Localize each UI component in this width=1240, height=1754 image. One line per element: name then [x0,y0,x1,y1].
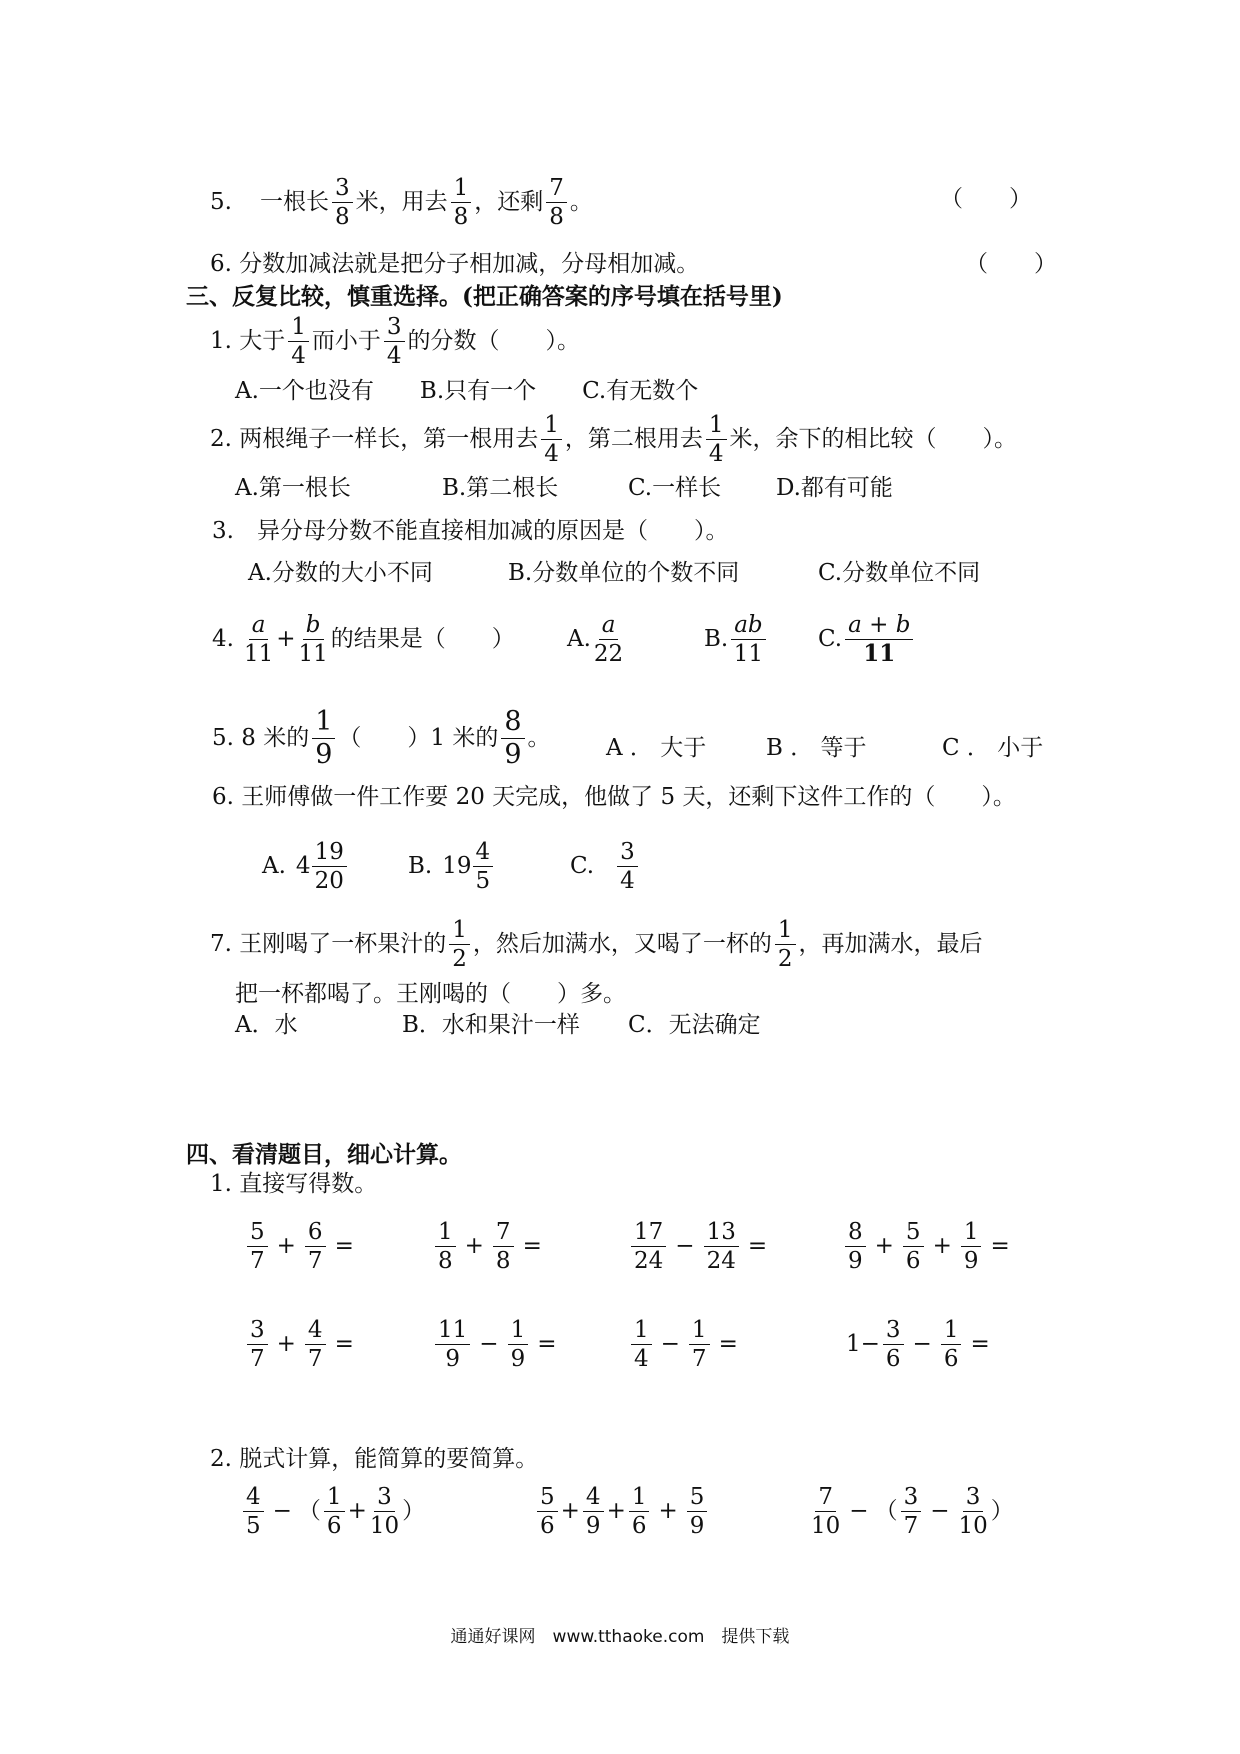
calc-expression [534,1485,710,1538]
choice-q4 [212,613,515,666]
fraction: 1 4 [288,315,309,368]
mixed-number: 19 4 5 [442,840,496,893]
fraction: $\frac{4}{9}$ [583,1485,604,1538]
choice-q6: 6. 王师傅做一件工作要 20 天完成，他做了 5 天，还剩下这件工作的（ ）。 [212,784,1016,810]
operator: − [660,1331,680,1358]
choice-q4-option-a [567,613,626,666]
choice-q3-option-b: B.分数单位的个数不同 [508,560,740,586]
fraction: a 22 [593,612,624,668]
judge-q6: 6. 分数加减法就是把分子相加减，分母相加减。 [210,251,700,277]
choice-q6-option-c [570,840,641,893]
calc-expression [240,1485,425,1538]
text: 米，余下的相比较（ ）。 [729,426,1018,453]
text: 。 [527,725,551,752]
fraction: 3 8 [332,176,353,229]
calc-expression [808,1485,1014,1538]
choice-q4-option-c [818,613,916,666]
equals: = [718,1331,738,1358]
calc-item [846,1318,996,1371]
choice-q5-option-c: C ． 小于 [942,735,1044,761]
operator: + [464,1233,484,1260]
text: 5. 8 米的 [212,725,310,752]
fraction: 11 9 [435,1318,470,1371]
operator: + [276,1233,296,1260]
fraction: 8 9 [845,1220,866,1273]
equals: = [990,1233,1010,1260]
choice-q7-option-c: C．无法确定 [628,1012,761,1038]
operator: − [849,1498,869,1525]
fraction: $\frac{1}{9}$ [961,1220,982,1273]
fraction: 5 7 [247,1220,268,1273]
operator: + [560,1498,580,1525]
fraction: 3 4 [617,840,638,893]
section-3-title: 三、反复比较，慎重选择。(把正确答案的序号填在括号里) [186,283,783,310]
choice-q3: 3. 异分母分数不能直接相加减的原因是（ ）。 [212,518,729,544]
text: ，再加满水，最后 [798,931,983,958]
plus-sign: + [276,626,296,653]
fraction: 8 9 [501,708,524,770]
text: 2. 两根绳子一样长，第一根用去 [210,426,539,453]
fraction: 3 7 [901,1485,922,1538]
answer-paren[interactable]: （ ） [965,251,1057,277]
fraction: 7 8 [546,176,567,229]
choice-q1 [210,315,580,368]
section-4-title: 四、看清题目，细心计算。 [186,1141,462,1168]
operator: − [912,1331,932,1358]
option-label: B. [704,626,729,653]
fraction: $\frac{6}{7}$ [305,1220,326,1273]
fraction: $\frac{1}{7}$ [689,1318,710,1371]
equals: = [334,1233,354,1260]
text: 而小于 [311,328,381,355]
choice-q5 [212,708,551,770]
fraction: $\frac{1}{6}$ [629,1485,650,1538]
fraction: $\frac{3}{10}$ [369,1484,400,1540]
operator: − [930,1498,950,1525]
text: 米，用去 [355,189,448,216]
q-number: 4. [212,626,234,653]
fraction: $\frac{13}{24}$ [704,1220,739,1273]
fraction: 4 5 [473,840,494,893]
choice-q7-line2: 把一杯都喝了。王刚喝的（ ）多。 [235,981,626,1007]
section-4-sub1: 1. 直接写得数。 [210,1171,378,1197]
equals: = [537,1331,557,1358]
calc-item [628,1318,744,1371]
text: 1− [846,1331,880,1358]
choice-q7-option-a: A．水 [235,1012,298,1038]
calc-item [244,1220,360,1273]
choice-q1-options: A.一个也没有 B.只有一个 C.有无数个 [235,378,699,404]
text: 的分数（ ）。 [407,328,581,355]
section-4-sub2: 2. 脱式计算，能简算的要简算。 [210,1446,539,1472]
fraction: 3 4 [384,315,405,368]
operator: − [272,1498,292,1525]
fraction: 19 20 [312,840,347,893]
option-label: A. [262,853,286,880]
option-label: C. [818,626,843,653]
choice-q3-option-c: C.分数单位不同 [818,560,981,586]
fraction: $\frac{1}{9}$ [508,1318,529,1371]
fraction: 3 7 [247,1318,268,1371]
paren: ） [402,1498,426,1525]
operator: + [932,1233,952,1260]
footer: 通通好课网 www.tthaoke.com 提供下载 [450,1627,790,1647]
fraction: 1 6 [324,1485,345,1538]
q-number: 5. [210,189,232,216]
option-label: B. [408,853,433,880]
answer-paren[interactable]: （ ） [940,186,1032,212]
paren: （ [874,1498,898,1525]
choice-q2-option-c: C.一样长 [628,475,722,501]
choice-q2-option-a: A.第一根长 [235,475,351,501]
option-label: C. [570,853,595,880]
fraction: 4 5 [243,1485,264,1538]
fraction: $\frac{b}{11}$ [298,612,328,668]
choice-q5-option-a: A ． 大于 [606,735,707,761]
operator: + [276,1331,296,1358]
text: 的结果是（ ） [330,626,515,653]
text: （ ）1 米的 [338,725,499,752]
calc-item [628,1220,773,1273]
calc-item [842,1220,1016,1273]
choice-q5-option-b: B ． 等于 [766,735,867,761]
fraction: 1 2 [449,918,470,971]
text: ，还剩 [474,189,544,216]
fraction: 1 4 [541,413,562,466]
fraction: $\frac{7}{8}$ [493,1220,514,1273]
calc-item [432,1318,562,1371]
text: 。 [569,189,593,216]
fraction: 1 8 [451,176,472,229]
fraction: 1 4 [706,413,727,466]
equals: = [970,1331,990,1358]
operator: + [347,1498,367,1525]
fraction: 1 2 [775,918,796,971]
fraction: $\frac{3}{10}$ [958,1484,988,1540]
choice-q2 [210,413,1017,466]
text: 7. 王刚喝了一杯果汁的 [210,931,447,958]
fraction: 1 4 [631,1318,652,1371]
fraction: 7 10 [811,1484,841,1540]
fraction: a 11 [243,612,274,668]
fraction: $\frac{3}{6}$ [883,1318,904,1371]
operator: − [479,1331,499,1358]
choice-q6-option-a [262,840,350,893]
choice-q2-option-b: B.第二根长 [442,475,559,501]
fraction: 1 8 [435,1220,456,1273]
fraction: 5 6 [537,1485,558,1538]
operator: + [658,1498,678,1525]
text: ，第二根用去 [564,426,703,453]
text: 一根长 [259,189,329,216]
choice-q3-option-a: A.分数的大小不同 [248,560,433,586]
paren: ） [990,1498,1014,1525]
fraction: 17 24 [631,1220,666,1273]
fraction: 1 9 [312,708,335,770]
paren: （ [297,1498,321,1525]
calc-item [244,1318,360,1371]
equals: = [747,1233,768,1260]
choice-q6-option-b [408,840,496,893]
calc-item [432,1220,548,1273]
operator: + [874,1233,894,1260]
mixed-number: 4 19 20 [296,840,350,893]
fraction: ab 11 [731,613,765,666]
fraction: $\frac{5}{9}$ [687,1485,708,1538]
operator: + [606,1498,626,1525]
choice-q7-option-b: B．水和果汁一样 [402,1012,580,1038]
option-label: A. [567,626,591,653]
fraction: $\frac{1}{6}$ [941,1318,962,1371]
choice-q4-option-b [704,613,769,666]
equals: = [522,1233,542,1260]
fraction: a + b 11 [845,613,913,666]
text: ，然后加满水，又喝了一杯的 [472,931,772,958]
fraction: $\frac{5}{6}$ [903,1220,924,1273]
fraction: $\frac{4}{7}$ [305,1318,326,1371]
choice-q7 [210,918,983,971]
equals: = [334,1331,354,1358]
choice-q2-option-d: D.都有可能 [776,475,893,501]
operator: − [675,1233,695,1260]
judge-q5 [210,176,593,229]
text: 1. 大于 [210,328,286,355]
